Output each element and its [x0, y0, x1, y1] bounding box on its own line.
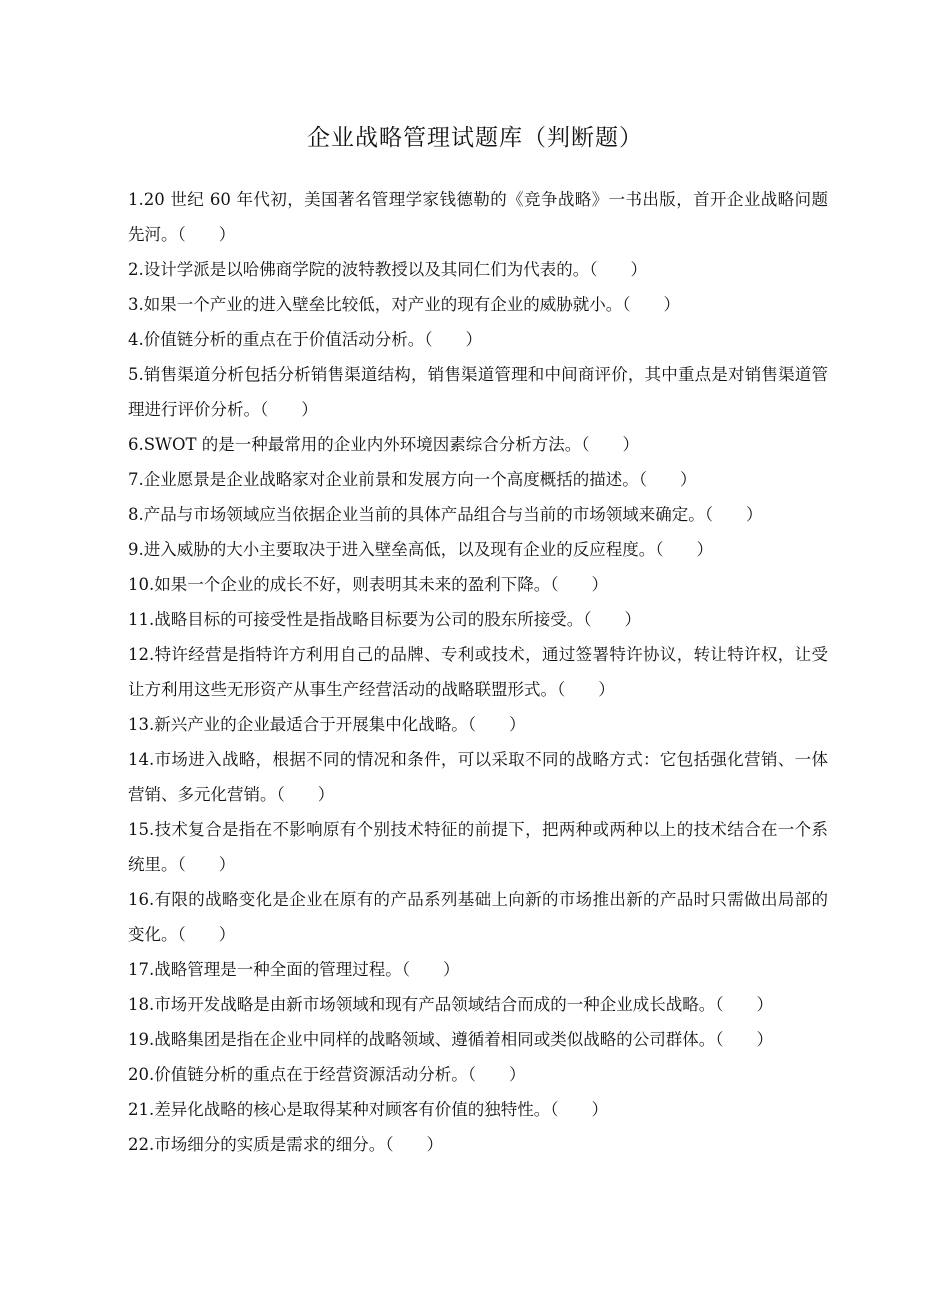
- question-item: 18.市场开发战略是由新市场领域和现有产品领域结合而成的一种企业成长战略。（ ）: [128, 995, 773, 1014]
- question-item: 3.如果一个产业的进入壁垒比较低，对产业的现有企业的威胁就小。（ ）: [128, 295, 680, 314]
- question-item: 11.战略目标的可接受性是指战略目标要为公司的股东所接受。（ ）: [128, 610, 641, 629]
- question-item: 2.设计学派是以哈佛商学院的波特教授以及其同仁们为代表的。（ ）: [128, 260, 647, 279]
- question-item: 6.SWOT 的是一种最常用的企业内外环境因素综合分析方法。（ ）: [128, 435, 640, 454]
- question-item: 9.进入威胁的大小主要取决于进入壁垒高低，以及现有企业的反应程度。（ ）: [128, 540, 713, 559]
- question-item: 15.技术复合是指在不影响原有个别技术特征的前提下，把两种或两种以上的技术结合在一个系统里。（ ）: [128, 820, 828, 874]
- question-item: 8.产品与市场领域应当依据企业当前的具体产品组合与当前的市场领域来确定。（ ）: [128, 505, 763, 524]
- question-item: 4.价值链分析的重点在于价值活动分析。（ ）: [128, 330, 482, 349]
- question-item: 22.市场细分的实质是需求的细分。（ ）: [128, 1135, 443, 1154]
- question-item: 10.如果一个企业的成长不好，则表明其未来的盈利下降。（ ）: [128, 575, 608, 594]
- question-item: 5.销售渠道分析包括分析销售渠道结构，销售渠道管理和中间商评价，其中重点是对销售渠道管理进行评价分析。（ ）: [128, 365, 828, 419]
- question-item: 17.战略管理是一种全面的管理过程。（ ）: [128, 960, 460, 979]
- question-item: 16.有限的战略变化是企业在原有的产品系列基础上向新的市场推出新的产品时只需做出局部的变化。（ ）: [128, 890, 828, 944]
- question-item: 1.20 世纪 60 年代初，美国著名管理学家钱德勒的《竞争战略》一书出版，首开企业战略问题先河。（ ）: [128, 190, 828, 244]
- question-item: 7.企业愿景是企业战略家对企业前景和发展方向一个高度概括的描述。（ ）: [128, 470, 697, 489]
- question-item: 21.差异化战略的核心是取得某种对顾客有价值的独特性。（ ）: [128, 1100, 608, 1119]
- question-list: [128, 182, 828, 1162]
- question-item: 20.价值链分析的重点在于经营资源活动分析。（ ）: [128, 1065, 526, 1084]
- question-item: 12.特许经营是指特许方利用自己的品牌、专利或技术，通过签署特许协议，转让特许权，让受让方利用这些无形资产从事生产经营活动的战略联盟形式。（ ）: [128, 645, 828, 699]
- question-item: 19.战略集团是指在企业中同样的战略领域、遵循着相同或类似战略的公司群体。（ ）: [128, 1030, 773, 1049]
- question-item: 14.市场进入战略，根据不同的情况和条件，可以采取不同的战略方式：它包括强化营销、一体营销、多元化营销。（ ）: [128, 750, 828, 804]
- document-title: 企业战略管理试题库（判断题）: [307, 125, 643, 151]
- question-item: 13.新兴产业的企业最适合于开展集中化战略。（ ）: [128, 715, 526, 734]
